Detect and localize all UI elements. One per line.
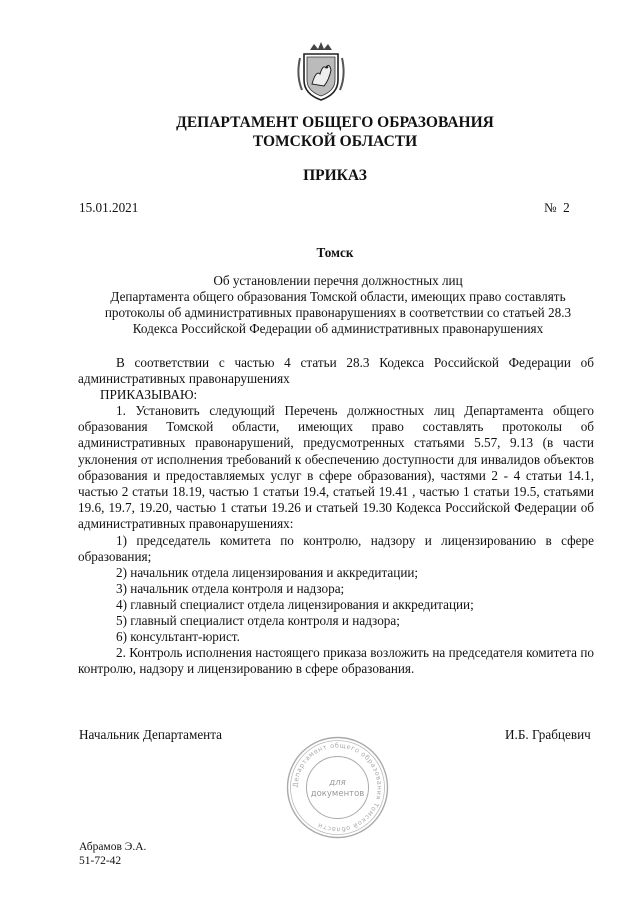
org-name-line-1: ДЕПАРТАМЕНТ ОБЩЕГО ОБРАЗОВАНИЯ (176, 114, 494, 131)
position-1: 1) председатель комитета по контролю, надзору и лицензированию в сфере образования; (78, 533, 594, 565)
position-6: 6) консультант-юрист. (116, 629, 240, 644)
org-name-line-2: ТОМСКОЙ ОБЛАСТИ (252, 133, 418, 150)
document-date: 15.01.2021 (79, 200, 139, 215)
position-4: 4) главный специалист отдела лицензирования и аккредитации; (116, 597, 474, 612)
order-word: ПРИКАЗЫВАЮ: (100, 387, 198, 402)
position-5: 5) главный специалист отдела контроля и надзора; (116, 613, 400, 628)
executor-phone: 51-72-42 (79, 855, 122, 867)
city: Томск (316, 245, 354, 260)
stamp-ring-text: Департамент общего образования Томской области (291, 741, 384, 834)
subject-line-2: Департамента общего образования Томской области, имеющих право составлять (110, 289, 566, 304)
executor-name: Абрамов Э.А. (79, 841, 147, 853)
coat-of-arms-icon (296, 40, 346, 104)
document-type: ПРИКАЗ (303, 167, 367, 184)
preamble: В соответствии с частью 4 статьи 28.3 Кодекса Российской Федерации об административных правонарушениях (78, 355, 594, 387)
subject-line-4: Кодекса Российской Федерации об административных правонарушениях (132, 321, 544, 336)
subject-line-1: Об установлении перечня должностных лиц (213, 273, 463, 288)
signature-name: И.Б. Грабцевич (505, 727, 591, 742)
stamp-center-line-2: документов (310, 789, 365, 799)
subject-line-3: протоколы об административных правонарушениях в соответствии со статьей 28.3 (104, 305, 572, 320)
position-3: 3) начальник отдела контроля и надзора; (116, 581, 345, 596)
position-2: 2) начальник отдела лицензирования и аккредитации; (116, 565, 419, 580)
document-number: № 2 (544, 200, 570, 215)
item-1: 1. Установить следующий Перечень должностных лиц Департамента общего образования Томской области, имеющих право составлять протоколы об административных правонарушений, предусмотренных статьями 5.57, 9.13 (в части уклонения от исполнения требований к обеспечению доступности для инвалидов объектов образования и предоставляемых услуг в сфере образования), частями 2 - 4 статьи 14.1, частью 2 статьи 18.19, частью 1 статьи 19.4, статьей 19.41 , частью 1 статьи 19.5, статьями 19.6, 19.7, 19.20, частью 1 статьи 19.26 и статьей 19.30 Кодекса Российской Федерации об административных правонарушениях: (78, 403, 594, 532)
round-stamp-icon (285, 735, 390, 840)
item-2: 2. Контроль исполнения настоящего приказа возложить на председателя комитета по контролю, надзору и лицензированию в сфере образования. (78, 645, 594, 677)
stamp-center-line-1: для (329, 778, 346, 788)
signature-position: Начальник Департамента (79, 727, 223, 742)
